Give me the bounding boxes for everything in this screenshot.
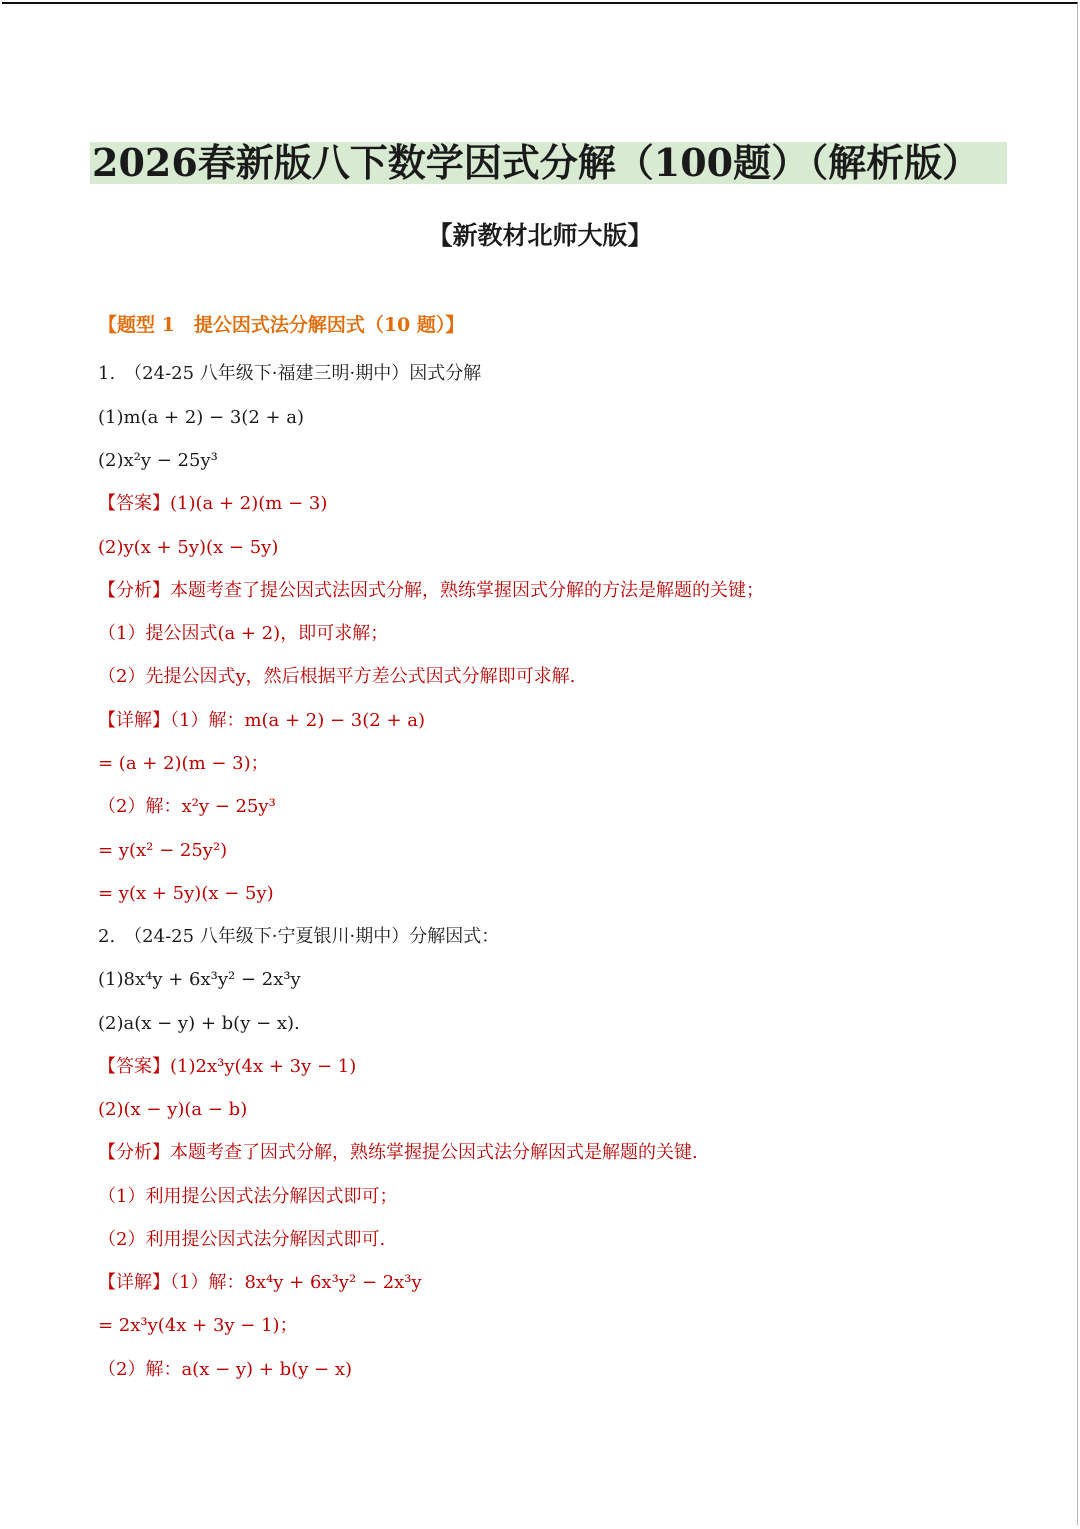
question-1-detail-part-2: （2）解：x²y − 25y³ [98,796,276,817]
question-2-part-2: (2)a(x − y) + b(y − x). [98,1013,300,1034]
document-subtitle: 【新教材北师大版】 [427,221,653,250]
question-2-stem: 2. （24-25 八年级下·宁夏银川·期中）分解因式： [98,926,500,947]
question-2-answer: 【答案】(1)2x³y(4x + 3y − 1) [98,1056,357,1077]
question-2-answer-2: (2)(x − y)(a − b) [98,1099,248,1120]
question-1-part-2: (2)x²y − 25y³ [98,450,218,471]
question-1-answer-2: (2)y(x + 5y)(x − 5y) [98,537,279,558]
document-page [2,2,1078,1525]
question-1-analysis-1: （1）提公因式(a + 2)，即可求解； [98,623,389,644]
question-1-detail-step-2: = y(x² − 25y²) [98,840,228,861]
question-1-detail-step-3: = y(x + 5y)(x − 5y) [98,883,274,904]
question-2-detail: 【详解】（1）解：8x⁴y + 6x³y² − 2x³y [98,1272,422,1293]
question-1-part-1: (1)m(a + 2) − 3(2 + a) [98,407,305,428]
document-title: 2026春新版八下数学因式分解（100题）（解析版） [92,140,981,185]
question-1-answer: 【答案】(1)(a + 2)(m − 3) [98,493,328,514]
question-1-detail: 【详解】（1）解：m(a + 2) − 3(2 + a) [98,710,426,731]
question-1-stem: 1. （24-25 八年级下·福建三明·期中）因式分解 [98,363,482,384]
section-heading: 【题型 1 提公因式法分解因式（10 题）】 [98,314,465,336]
question-2-analysis-1: （1）利用提公因式法分解因式即可； [98,1186,398,1207]
question-2-part-1: (1)8x⁴y + 6x³y² − 2x³y [98,969,301,990]
question-2-detail-step: = 2x³y(4x + 3y − 1)； [98,1315,298,1336]
question-1-analysis: 【分析】本题考查了提公因式法因式分解，熟练掌握因式分解的方法是解题的关键； [98,580,764,601]
question-2-analysis: 【分析】本题考查了因式分解，熟练掌握提公因式法分解因式是解题的关键. [98,1142,698,1163]
question-2-detail-part-2: （2）解：a(x − y) + b(y − x) [98,1359,353,1380]
question-1-detail-step: = (a + 2)(m − 3)； [98,753,269,774]
question-1-analysis-2: （2）先提公因式y，然后根据平方差公式因式分解即可求解. [98,666,576,687]
question-2-analysis-2: （2）利用提公因式法分解因式即可. [98,1229,386,1250]
